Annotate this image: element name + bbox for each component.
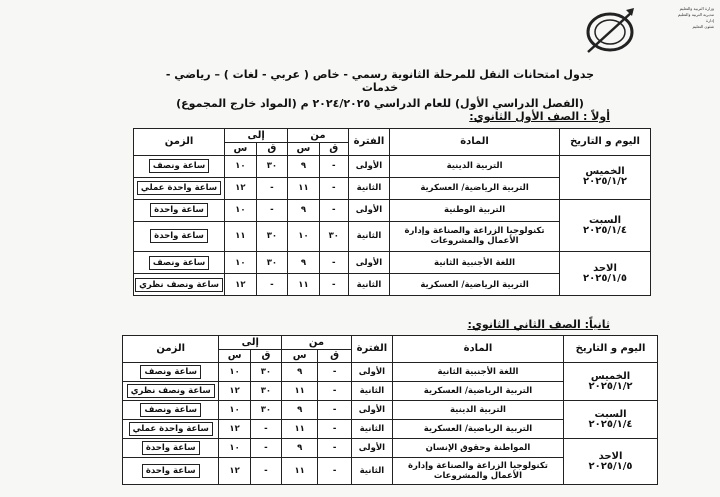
day-name: السبت bbox=[588, 214, 621, 226]
from-q-cell: - bbox=[318, 420, 352, 439]
from-q-cell: - bbox=[318, 439, 352, 458]
subject-cell: المواطنة وحقوق الإنسان bbox=[392, 439, 563, 458]
duration-cell bbox=[134, 177, 225, 199]
from-q-cell: - bbox=[319, 274, 348, 296]
header-to-s: س bbox=[225, 143, 257, 156]
from-s-cell: ٩ bbox=[288, 252, 320, 274]
subject-cell: التربية الرياضية/ العسكرية bbox=[392, 420, 563, 439]
duration-label: ساعة واحدة bbox=[142, 441, 200, 455]
to-q-cell: ٣٠ bbox=[256, 156, 288, 178]
from-s-cell: ٩ bbox=[288, 156, 320, 178]
header-from-q: ق bbox=[318, 350, 352, 363]
ministry-logo-icon bbox=[580, 6, 640, 54]
exam-date: ٢٠٢٥/١/٢ bbox=[588, 380, 633, 392]
from-s-cell: ٩ bbox=[282, 363, 318, 382]
exam-date: ٢٠٢٥/١/٥ bbox=[588, 460, 633, 472]
to-q-cell: ٣٠ bbox=[250, 382, 281, 401]
duration-label: ساعة ونصف bbox=[140, 365, 200, 379]
to-q-cell: ٣٠ bbox=[256, 221, 288, 252]
table-row bbox=[134, 199, 651, 221]
period-cell: الأولى bbox=[348, 252, 389, 274]
title-line-2: (الفصل الدراسي الأول) للعام الدراسي ٢٠٢٤/٢٠٢٥ م (المواد خارج المجموع) bbox=[176, 97, 584, 110]
duration-cell bbox=[134, 252, 225, 274]
to-q-cell: - bbox=[250, 420, 281, 439]
header-subject: المادة bbox=[390, 129, 560, 156]
header-day-date: اليوم و التاريخ bbox=[559, 129, 650, 156]
duration-cell bbox=[123, 420, 219, 439]
duration-label: ساعة واحدة عملي bbox=[137, 181, 221, 195]
from-q-cell: - bbox=[318, 401, 352, 420]
title-line-1: جدول امتحانات النقل للمرحلة الثانوية رسمي - خاص ( عربي - لغات ) – رياضي - خدمات bbox=[165, 68, 595, 94]
day-date-cell bbox=[559, 199, 650, 252]
duration-cell bbox=[123, 363, 219, 382]
day-date-cell bbox=[559, 156, 650, 200]
header-day-date: اليوم و التاريخ bbox=[564, 336, 658, 363]
exam-date: ٢٠٢٥/١/٤ bbox=[583, 224, 627, 236]
day-name: السبت bbox=[594, 408, 627, 420]
header-period: الفترة bbox=[348, 129, 389, 156]
duration-label: ساعة ونصف bbox=[149, 159, 209, 173]
period-cell: الأولى bbox=[351, 401, 392, 420]
document-header bbox=[150, 68, 610, 110]
from-q-cell: - bbox=[319, 199, 348, 221]
period-cell: الثانية bbox=[348, 221, 389, 252]
period-cell: الأولى bbox=[351, 363, 392, 382]
duration-cell bbox=[134, 221, 225, 252]
duration-cell bbox=[134, 156, 225, 178]
duration-label: ساعة واحدة عملي bbox=[129, 422, 213, 436]
duration-label: ساعة ونصف نظري bbox=[127, 384, 215, 398]
subject-cell: التربية الدينية bbox=[392, 401, 563, 420]
from-s-cell: ١١ bbox=[282, 382, 318, 401]
from-s-cell: ١١ bbox=[288, 177, 320, 199]
to-q-cell: - bbox=[256, 199, 288, 221]
to-s-cell: ١٠ bbox=[219, 439, 250, 458]
period-cell: الأولى bbox=[351, 439, 392, 458]
subject-cell: تكنولوجيا الزراعة والصناعة وإدارة الأعمال والمشروعات bbox=[390, 221, 560, 252]
logo-text: وزارة التربية والتعليم مديرية التربية والتعليم إدارة شئون التعليم bbox=[677, 6, 714, 29]
day-date-cell bbox=[564, 401, 658, 439]
period-cell: الثانية bbox=[348, 274, 389, 296]
day-name: الاحد bbox=[593, 262, 617, 274]
to-q-cell: - bbox=[256, 177, 288, 199]
table-row bbox=[134, 252, 651, 274]
header-to-s: س bbox=[219, 350, 250, 363]
to-q-cell: - bbox=[256, 274, 288, 296]
to-s-cell: ١٢ bbox=[219, 382, 250, 401]
duration-cell bbox=[134, 199, 225, 221]
exam-date: ٢٠٢٥/١/٥ bbox=[583, 272, 627, 284]
period-cell: الثانية bbox=[351, 458, 392, 485]
duration-cell bbox=[134, 274, 225, 296]
header-to: إلى bbox=[219, 336, 282, 350]
to-s-cell: ١٠ bbox=[225, 199, 257, 221]
day-name: الخميس bbox=[585, 166, 625, 178]
subject-cell: اللغة الأجنبية الثانية bbox=[390, 252, 560, 274]
subject-cell: التربية الوطنية bbox=[390, 199, 560, 221]
table-row bbox=[123, 439, 658, 458]
to-q-cell: - bbox=[250, 439, 281, 458]
exam-table-grade-1 bbox=[133, 128, 651, 296]
period-cell: الثانية bbox=[348, 177, 389, 199]
to-s-cell: ١٠ bbox=[225, 156, 257, 178]
header-from: من bbox=[282, 336, 352, 350]
to-s-cell: ١١ bbox=[225, 221, 257, 252]
table-row bbox=[123, 401, 658, 420]
from-q-cell: - bbox=[319, 177, 348, 199]
subject-cell: التربية الدينية bbox=[390, 156, 560, 178]
from-q-cell: - bbox=[319, 156, 348, 178]
from-q-cell: - bbox=[319, 252, 348, 274]
header-from: من bbox=[288, 129, 349, 143]
from-s-cell: ٩ bbox=[282, 401, 318, 420]
period-cell: الثانية bbox=[351, 382, 392, 401]
duration-cell bbox=[123, 439, 219, 458]
header-duration: الزمن bbox=[134, 129, 225, 156]
day-date-cell bbox=[564, 439, 658, 485]
from-s-cell: ٩ bbox=[288, 199, 320, 221]
duration-label: ساعة ونصف bbox=[149, 256, 209, 270]
subject-cell: اللغة الأجنبية الثانية bbox=[392, 363, 563, 382]
to-s-cell: ١٢ bbox=[225, 177, 257, 199]
from-s-cell: ١١ bbox=[288, 274, 320, 296]
to-s-cell: ١٢ bbox=[225, 274, 257, 296]
header-from-q: ق bbox=[319, 143, 348, 156]
header-to-q: ق bbox=[250, 350, 281, 363]
header-to-q: ق bbox=[256, 143, 288, 156]
duration-cell bbox=[123, 458, 219, 485]
period-cell: الأولى bbox=[348, 156, 389, 178]
day-name: الخميس bbox=[590, 370, 631, 382]
header-to: إلى bbox=[225, 129, 288, 143]
to-q-cell: ٣٠ bbox=[250, 363, 281, 382]
duration-label: ساعة واحدة bbox=[150, 203, 208, 217]
from-s-cell: ٩ bbox=[282, 439, 318, 458]
period-cell: الأولى bbox=[348, 199, 389, 221]
to-s-cell: ١٠ bbox=[219, 401, 250, 420]
day-date-cell bbox=[564, 363, 658, 401]
to-s-cell: ١٢ bbox=[219, 458, 250, 485]
to-s-cell: ١٠ bbox=[219, 363, 250, 382]
duration-cell bbox=[123, 382, 219, 401]
header-duration: الزمن bbox=[123, 336, 219, 363]
from-s-cell: ١١ bbox=[282, 420, 318, 439]
subject-cell: التربية الرياضية/ العسكرية bbox=[390, 274, 560, 296]
header-period: الفترة bbox=[351, 336, 392, 363]
duration-label: ساعة واحدة bbox=[150, 229, 208, 243]
to-q-cell: ٣٠ bbox=[250, 401, 281, 420]
day-name: الاحد bbox=[598, 450, 623, 462]
duration-cell bbox=[123, 401, 219, 420]
header-from-s: س bbox=[288, 143, 320, 156]
from-s-cell: ١١ bbox=[282, 458, 318, 485]
exam-date: ٢٠٢٥/١/٢ bbox=[583, 176, 627, 188]
header-subject: المادة bbox=[392, 336, 563, 363]
section-1-title: أولاً : الصف الأول الثانوي: bbox=[469, 110, 610, 123]
exam-table-grade-2 bbox=[122, 335, 658, 485]
to-q-cell: - bbox=[250, 458, 281, 485]
header-from-s: س bbox=[282, 350, 318, 363]
section-2-title: ثانياً: الصف الثاني الثانوي: bbox=[467, 318, 610, 331]
period-cell: الثانية bbox=[351, 420, 392, 439]
to-s-cell: ١٢ bbox=[219, 420, 250, 439]
duration-label: ساعة واحدة bbox=[142, 464, 200, 478]
from-q-cell: - bbox=[318, 458, 352, 485]
table-row bbox=[134, 156, 651, 178]
subject-cell: التربية الرياضية/ العسكرية bbox=[390, 177, 560, 199]
exam-date: ٢٠٢٥/١/٤ bbox=[588, 418, 633, 430]
subject-cell: التربية الرياضية/ العسكرية bbox=[392, 382, 563, 401]
duration-label: ساعة ونصف نظري bbox=[135, 278, 223, 292]
table-row bbox=[123, 363, 658, 382]
from-q-cell: - bbox=[318, 382, 352, 401]
from-q-cell: ٣٠ bbox=[319, 221, 348, 252]
subject-cell: تكنولوجيا الزراعة والصناعة وإدارة الأعمال والمشروعات bbox=[392, 458, 563, 485]
from-q-cell: - bbox=[318, 363, 352, 382]
day-date-cell bbox=[559, 252, 650, 296]
from-s-cell: ١٠ bbox=[288, 221, 320, 252]
to-q-cell: ٣٠ bbox=[256, 252, 288, 274]
to-s-cell: ١٠ bbox=[225, 252, 257, 274]
duration-label: ساعة ونصف bbox=[140, 403, 200, 417]
